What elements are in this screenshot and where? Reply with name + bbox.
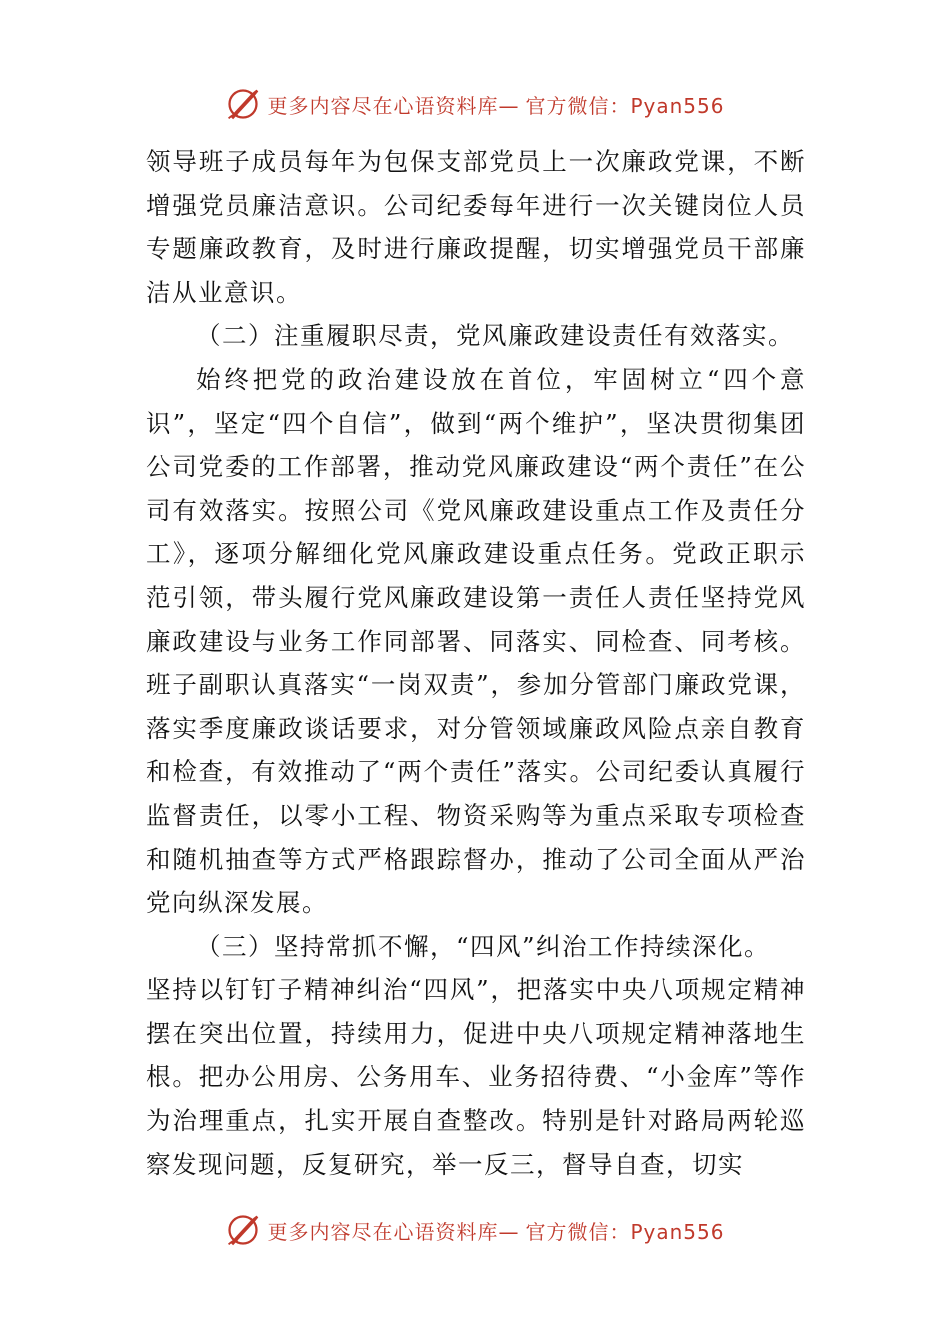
watermark-text: 更多内容尽在心语资料库— [267,1219,520,1244]
watermark-wechat: 官方微信：Pyan556 [525,93,725,118]
watermark-footer [0,1210,950,1250]
paragraph-continued: 领导班子成员每年为包保支部党员上一次廉政党课，不断增强党员廉洁意识。公司纪委每年进行一次关键岗位人员专题廉政教育，及时进行廉政提醒，切实增强党员干部廉洁从业意识。 [146,147,806,307]
document-body [146,140,806,1186]
section-heading-2: （二）注重履职尽责，党风廉政建设责任有效落实。 [196,321,794,351]
watermark-header [0,84,950,124]
section-heading-3: （三）坚持常抓不懈，“四风”纠治工作持续深化。 [196,931,771,961]
pen-logo-icon [225,1212,261,1248]
paragraph-section-2: 始终把党的政治建设放在首位，牢固树立“四个意识”，坚定“四个自信”，做到“两个维护”，坚决贯彻集团公司党委的工作部署，推动党风廉政建设“两个责任”在公司有效落实。按照公司《党风廉政建设重点工作及责任分工》，逐项分解细化党风廉政建设重点任务。党政正职示范引领，带头履行党风廉政建设第一责任人责任坚持党风廉政建设与业务工作同部署、同落实、同检查、同考核。班子副职认真落实“一岗双责”，参加分管部门廉政党课，落实季度廉政谈话要求，对分管领域廉政风险点亲自教育和检查，有效推动了“两个责任”落实。公司纪委认真履行监督责任，以零小工程、物资采购等为重点采取专项检查和随机抽查等方式严格跟踪督办，推动了公司全面从严治党向纵深发展。 [146,364,806,918]
paragraph-section-3: 坚持以钉钉子精神纠治“四风”，把落实中央八项规定精神摆在突出位置，持续用力，促进中央八项规定精神落地生根。把办公用房、公务用车、业务招待费、“小金库”等作为治理重点，扎实开展自查整改。特别是针对路局两轮巡察发现问题，反复研究，举一反三，督导自查，切实 [146,975,806,1179]
pen-logo-icon [225,86,261,122]
watermark-text: 更多内容尽在心语资料库— [267,93,520,118]
watermark-wechat: 官方微信：Pyan556 [525,1219,725,1244]
